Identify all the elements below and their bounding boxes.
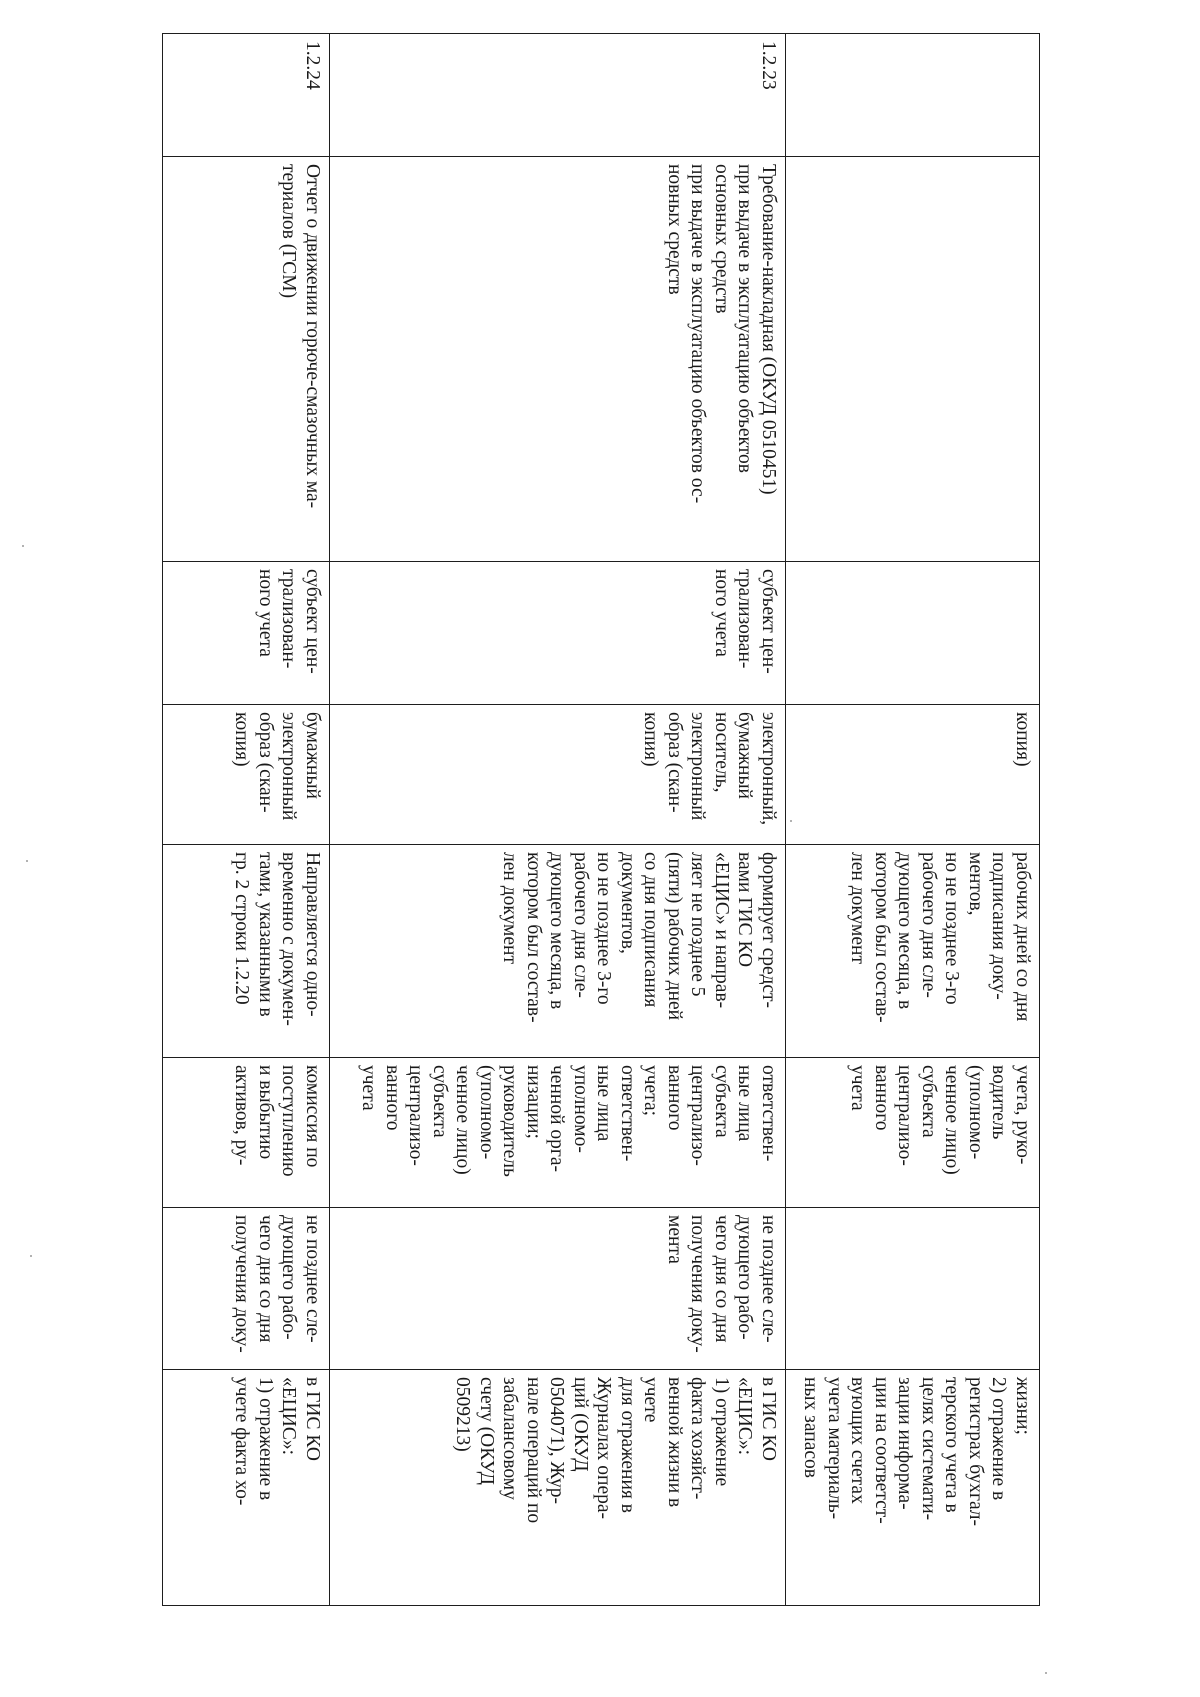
table-row [786,34,1040,1606]
submission-deadline-cell: рабочих дней со дня подписания доку- ментов, но не позднее 3-го рабочего дня сле- дующего месяца, в котором был состав- лен документ [786,845,1040,1058]
scan-speck [22,545,24,547]
row-number-cell [786,34,1040,157]
scan-speck [26,860,28,862]
document-table [162,33,1040,1606]
purpose-cell: в ГИС КО «ЕЦИС»: 1) отражение в учете факта хо- [163,1370,330,1606]
responsible-persons-cell: ответствен- ные лица субъекта централизо- ванного учета; ответствен- ные лица уполномо- ченной орга- низации; руководитель (уполномо- ченное лицо) субъекта централизо- ванного учета [330,1058,786,1208]
document-form-cell: бумажный электронный образ (скан- копия) [163,705,330,845]
scan-speck [1045,1672,1047,1674]
compiler-cell: субъект цен- трализован- ного учета [330,562,786,705]
purpose-cell: в ГИС КО «ЕЦИС»: 1) отражение факта хозяйст- венной жизни в учете для отражения в Журналах опера- ций (ОКУД 0504071), Жур- нале операций по забалансовому счету (ОКУД 0509213) [330,1370,786,1606]
responsible-persons-cell: комиссия по поступлению и выбытию активов, ру- [163,1058,330,1208]
submission-deadline-cell: формирует средст- вами ГИС КО «ЕЦИС» и направ- ляет не позднее 5 (пяти) рабочих дней со дня подписания документов, но не позднее 3-го рабочего дня сле- дующего месяца, в котором был состав- лен документ [330,845,786,1058]
compiler-cell [786,562,1040,705]
compiler-cell: субъект цен- трализован- ного учета [163,562,330,705]
table-row [163,34,330,1606]
processing-term-cell: не позднее сле- дующего рабо- чего дня со дня получения доку- [163,1208,330,1370]
document-form-cell: копия) [786,705,1040,845]
document-name-cell: Отчет о движении горюче-смазочных ма- териалов (ГСМ) [163,157,330,562]
document-form-cell: электронный, бумажный носитель, электронный образ (скан- копия) [330,705,786,845]
processing-term-cell [786,1208,1040,1370]
purpose-cell: жизни; 2) отражение в регистрах бухгал- терского учета в целях системати- зации информа- ции на соответст- вующих счетах учета материаль- ных запасов [786,1370,1040,1606]
scan-speck [790,820,792,822]
document-name-cell: Требование-накладная (ОКУД 0510451) при выдаче в эксплуатацию объектов основных средств при выдаче в эксплуатацию объектов ос- новных средств [330,157,786,562]
scan-speck [30,1255,32,1257]
submission-deadline-cell: Направляется одно- временно с докумен- тами, указанными в гр. 2 строки 1.2.20 [163,845,330,1058]
document-name-cell [786,157,1040,562]
table-row [330,34,786,1606]
processing-term-cell: не позднее сле- дующего рабо- чего дня со дня получения доку- мента [330,1208,786,1370]
row-number-cell: 1.2.23 [330,34,786,157]
row-number-cell: 1.2.24 [163,34,330,157]
responsible-persons-cell: учета, руко- водитель (уполномо- ченное лицо) субъекта централизо- ванного учета [786,1058,1040,1208]
